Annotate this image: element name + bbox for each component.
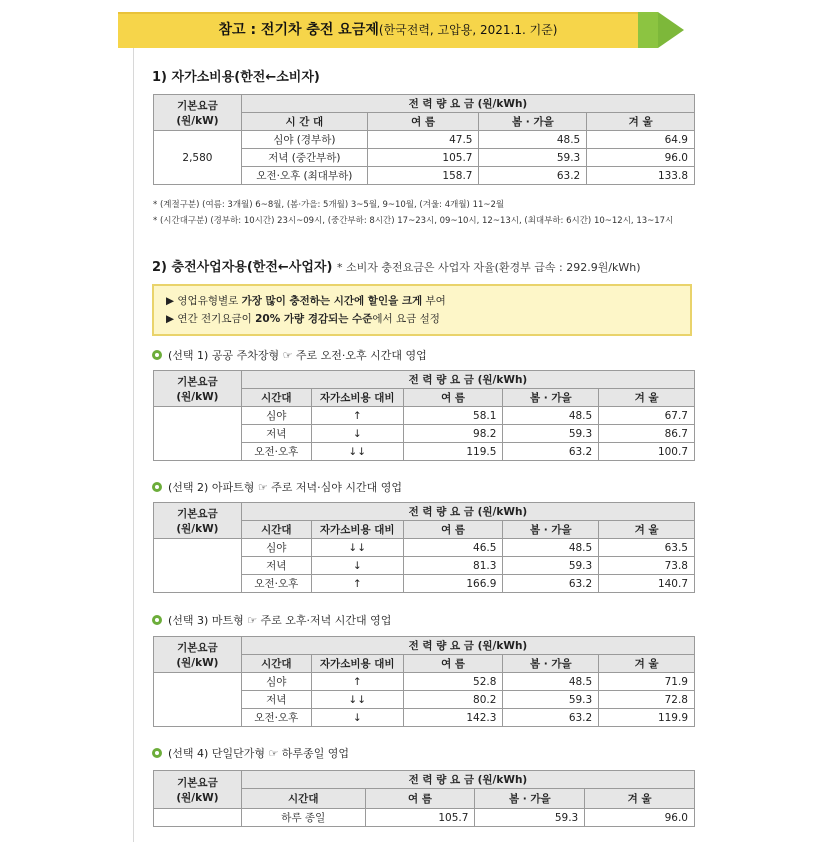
time-cell: 오전·오후 (최대부하) bbox=[241, 167, 367, 185]
option4-rate-table bbox=[153, 770, 695, 827]
base-fee-header-line2: (원/kW) bbox=[176, 114, 219, 127]
option4-title bbox=[152, 745, 349, 761]
compare-cell: ↑ bbox=[311, 575, 403, 593]
compare-cell: ↓↓ bbox=[311, 691, 403, 709]
banner-title-sub: (한국전력, 고압용, 2021.1. 기준) bbox=[378, 23, 558, 37]
col-spring-fall: 봄 · 가을 bbox=[503, 521, 599, 539]
base-fee-header bbox=[154, 637, 242, 673]
callout-line2-post: 에서 요금 설정 bbox=[372, 313, 440, 325]
base-fee-header-line2: (원/kW) bbox=[176, 522, 219, 535]
base-fee-value bbox=[154, 539, 242, 593]
bullet-ring-icon bbox=[152, 350, 162, 360]
summer-cell: 105.7 bbox=[367, 149, 479, 167]
base-fee-header-line1: 기본요금 bbox=[177, 99, 218, 112]
time-cell: 저녁 bbox=[241, 425, 311, 443]
option1-title-text: (선택 1) 공공 주차장형 ☞ 주로 오전·오후 시간대 영업 bbox=[168, 349, 427, 362]
col-winter: 겨 울 bbox=[599, 521, 695, 539]
winter-cell: 73.8 bbox=[599, 557, 695, 575]
spring-fall-cell: 48.5 bbox=[503, 407, 599, 425]
winter-cell: 119.9 bbox=[599, 709, 695, 727]
col-spring-fall: 봄 · 가을 bbox=[503, 655, 599, 673]
base-fee-header-line1: 기본요금 bbox=[177, 507, 218, 520]
base-fee-header-line1: 기본요금 bbox=[177, 375, 218, 388]
compare-cell: ↓ bbox=[311, 425, 403, 443]
callout-box bbox=[152, 284, 692, 336]
energy-fee-header: 전 력 량 요 금 (원/kWh) bbox=[241, 637, 694, 655]
col-summer: 여 름 bbox=[403, 389, 503, 407]
col-summer: 여 름 bbox=[367, 113, 479, 131]
callout-line-2 bbox=[166, 310, 678, 328]
summer-cell: 47.5 bbox=[367, 131, 479, 149]
col-winter: 겨 울 bbox=[585, 789, 695, 809]
summer-cell: 142.3 bbox=[403, 709, 503, 727]
base-fee-value bbox=[154, 673, 242, 727]
bullet-ring-icon bbox=[152, 748, 162, 758]
time-cell: 오전·오후 bbox=[241, 709, 311, 727]
energy-fee-header: 전 력 량 요 금 (원/kWh) bbox=[241, 371, 694, 389]
spring-fall-cell: 48.5 bbox=[503, 673, 599, 691]
callout-line-1 bbox=[166, 292, 678, 310]
spring-fall-cell: 59.3 bbox=[503, 425, 599, 443]
base-fee-header-line2: (원/kW) bbox=[176, 656, 219, 669]
summer-cell: 46.5 bbox=[403, 539, 503, 557]
spring-fall-cell: 63.2 bbox=[503, 709, 599, 727]
table-row bbox=[154, 673, 695, 691]
banner-title bbox=[118, 12, 658, 48]
callout-line1-pre: ▶ 영업유형별로 bbox=[166, 295, 242, 307]
page-margin-rule bbox=[133, 42, 134, 842]
col-time: 시간대 bbox=[241, 789, 365, 809]
summer-cell: 105.7 bbox=[365, 809, 475, 827]
title-banner bbox=[118, 12, 698, 48]
callout-line2-bold: 20% 가량 경감되는 수준 bbox=[255, 313, 373, 325]
winter-cell: 140.7 bbox=[599, 575, 695, 593]
callout-line2-pre: ▶ 연간 전기요금이 bbox=[166, 313, 256, 325]
base-fee-header bbox=[154, 503, 242, 539]
time-cell: 하루 종일 bbox=[241, 809, 365, 827]
spring-fall-cell: 59.3 bbox=[475, 809, 585, 827]
section2-title bbox=[152, 256, 641, 275]
winter-cell: 63.5 bbox=[599, 539, 695, 557]
winter-cell: 133.8 bbox=[587, 167, 695, 185]
callout-line1-post: 부여 bbox=[422, 295, 446, 307]
col-spring-fall: 봄 · 가을 bbox=[475, 789, 585, 809]
spring-fall-cell: 59.3 bbox=[479, 149, 587, 167]
base-fee-header bbox=[154, 771, 242, 809]
self-consumption-rate-table bbox=[153, 94, 695, 185]
col-winter: 겨 울 bbox=[599, 655, 695, 673]
winter-cell: 64.9 bbox=[587, 131, 695, 149]
col-time: 시간대 bbox=[241, 655, 311, 673]
option4-title-text: (선택 4) 단일단가형 ☞ 하루종일 영업 bbox=[168, 747, 350, 760]
col-spring-fall: 봄 · 가을 bbox=[479, 113, 587, 131]
spring-fall-cell: 48.5 bbox=[503, 539, 599, 557]
option2-title bbox=[152, 479, 402, 495]
section2-title-main: 2) 충전사업자용(한전←사업자) bbox=[152, 260, 333, 275]
time-cell: 심야 (경부하) bbox=[241, 131, 367, 149]
spring-fall-cell: 63.2 bbox=[479, 167, 587, 185]
winter-cell: 96.0 bbox=[585, 809, 695, 827]
col-compare: 자가소비용 대비 bbox=[311, 655, 403, 673]
energy-fee-header: 전 력 량 요 금 (원/kWh) bbox=[241, 95, 694, 113]
option1-rate-table bbox=[153, 370, 695, 461]
winter-cell: 96.0 bbox=[587, 149, 695, 167]
time-cell: 저녁 bbox=[241, 691, 311, 709]
time-cell: 심야 bbox=[241, 407, 311, 425]
section1-title: 1) 자가소비용(한전←소비자) bbox=[152, 70, 320, 85]
option1-title bbox=[152, 347, 427, 363]
time-cell: 심야 bbox=[241, 539, 311, 557]
summer-cell: 58.1 bbox=[403, 407, 503, 425]
summer-cell: 158.7 bbox=[367, 167, 479, 185]
compare-cell: ↑ bbox=[311, 673, 403, 691]
summer-cell: 80.2 bbox=[403, 691, 503, 709]
section2-subtitle: * 소비자 충전요금은 사업자 자율(환경부 급속 : 292.9원/kWh) bbox=[336, 261, 641, 274]
col-time: 시간대 bbox=[241, 521, 311, 539]
col-summer: 여 름 bbox=[403, 655, 503, 673]
base-fee-header bbox=[154, 371, 242, 407]
col-time: 시간대 bbox=[241, 389, 311, 407]
spring-fall-cell: 48.5 bbox=[479, 131, 587, 149]
base-fee-header-line1: 기본요금 bbox=[177, 641, 218, 654]
compare-cell: ↓ bbox=[311, 557, 403, 575]
option2-title-text: (선택 2) 아파트형 ☞ 주로 저녁·심야 시간대 영업 bbox=[168, 481, 403, 494]
spring-fall-cell: 63.2 bbox=[503, 575, 599, 593]
spring-fall-cell: 59.3 bbox=[503, 691, 599, 709]
compare-cell: ↓↓ bbox=[311, 539, 403, 557]
col-compare: 자가소비용 대비 bbox=[311, 389, 403, 407]
energy-fee-header: 전 력 량 요 금 (원/kWh) bbox=[241, 503, 694, 521]
callout-line1-bold: 가장 많이 충전하는 시간에 할인을 크게 bbox=[241, 295, 423, 307]
compare-cell: ↑ bbox=[311, 407, 403, 425]
col-time: 시 간 대 bbox=[241, 113, 367, 131]
col-compare: 자가소비용 대비 bbox=[311, 521, 403, 539]
compare-cell: ↓↓ bbox=[311, 443, 403, 461]
option3-title-text: (선택 3) 마트형 ☞ 주로 오후·저녁 시간대 영업 bbox=[168, 614, 392, 627]
winter-cell: 86.7 bbox=[599, 425, 695, 443]
option3-title bbox=[152, 612, 391, 628]
base-fee-header-line1: 기본요금 bbox=[177, 776, 218, 789]
season-note: * (계절구분) (여름: 3개월) 6~8월, (봄·가을: 5개월) 3~5월, 9~10월, (겨울: 4개월) 11~2월 bbox=[153, 200, 505, 210]
col-spring-fall: 봄 · 가을 bbox=[503, 389, 599, 407]
time-cell: 오전·오후 bbox=[241, 443, 311, 461]
table-row bbox=[154, 809, 695, 827]
summer-cell: 119.5 bbox=[403, 443, 503, 461]
option2-rate-table bbox=[153, 502, 695, 593]
time-cell: 오전·오후 bbox=[241, 575, 311, 593]
base-fee-value bbox=[154, 809, 242, 827]
summer-cell: 98.2 bbox=[403, 425, 503, 443]
time-cell: 저녁 bbox=[241, 557, 311, 575]
banner-arrow-icon bbox=[658, 12, 684, 48]
energy-fee-header: 전 력 량 요 금 (원/kWh) bbox=[241, 771, 694, 789]
time-cell: 심야 bbox=[241, 673, 311, 691]
compare-cell: ↓ bbox=[311, 709, 403, 727]
bullet-ring-icon bbox=[152, 615, 162, 625]
summer-cell: 81.3 bbox=[403, 557, 503, 575]
time-cell: 저녁 (중간부하) bbox=[241, 149, 367, 167]
base-fee-header-line2: (원/kW) bbox=[176, 791, 219, 804]
base-fee-header-line2: (원/kW) bbox=[176, 390, 219, 403]
spring-fall-cell: 59.3 bbox=[503, 557, 599, 575]
col-summer: 여 름 bbox=[403, 521, 503, 539]
col-winter: 겨 울 bbox=[587, 113, 695, 131]
option3-rate-table bbox=[153, 636, 695, 727]
banner-title-main: 참고 : 전기차 충전 요금제 bbox=[218, 22, 379, 38]
base-fee-value bbox=[154, 407, 242, 461]
winter-cell: 71.9 bbox=[599, 673, 695, 691]
spring-fall-cell: 63.2 bbox=[503, 443, 599, 461]
table-row bbox=[154, 539, 695, 557]
summer-cell: 166.9 bbox=[403, 575, 503, 593]
time-period-note: * (시간대구분) (경부하: 10시간) 23시~09시, (중간부하: 8시간) 17~23시, 09~10시, 12~13시, (최대부하: 6시간) 10~12시, 13~17시 bbox=[153, 216, 674, 226]
bullet-ring-icon bbox=[152, 482, 162, 492]
table-row bbox=[154, 131, 695, 149]
base-fee-value: 2,580 bbox=[154, 131, 242, 185]
col-winter: 겨 울 bbox=[599, 389, 695, 407]
col-summer: 여 름 bbox=[365, 789, 475, 809]
summer-cell: 52.8 bbox=[403, 673, 503, 691]
table-row bbox=[154, 407, 695, 425]
winter-cell: 100.7 bbox=[599, 443, 695, 461]
winter-cell: 72.8 bbox=[599, 691, 695, 709]
winter-cell: 67.7 bbox=[599, 407, 695, 425]
base-fee-header bbox=[154, 95, 242, 131]
